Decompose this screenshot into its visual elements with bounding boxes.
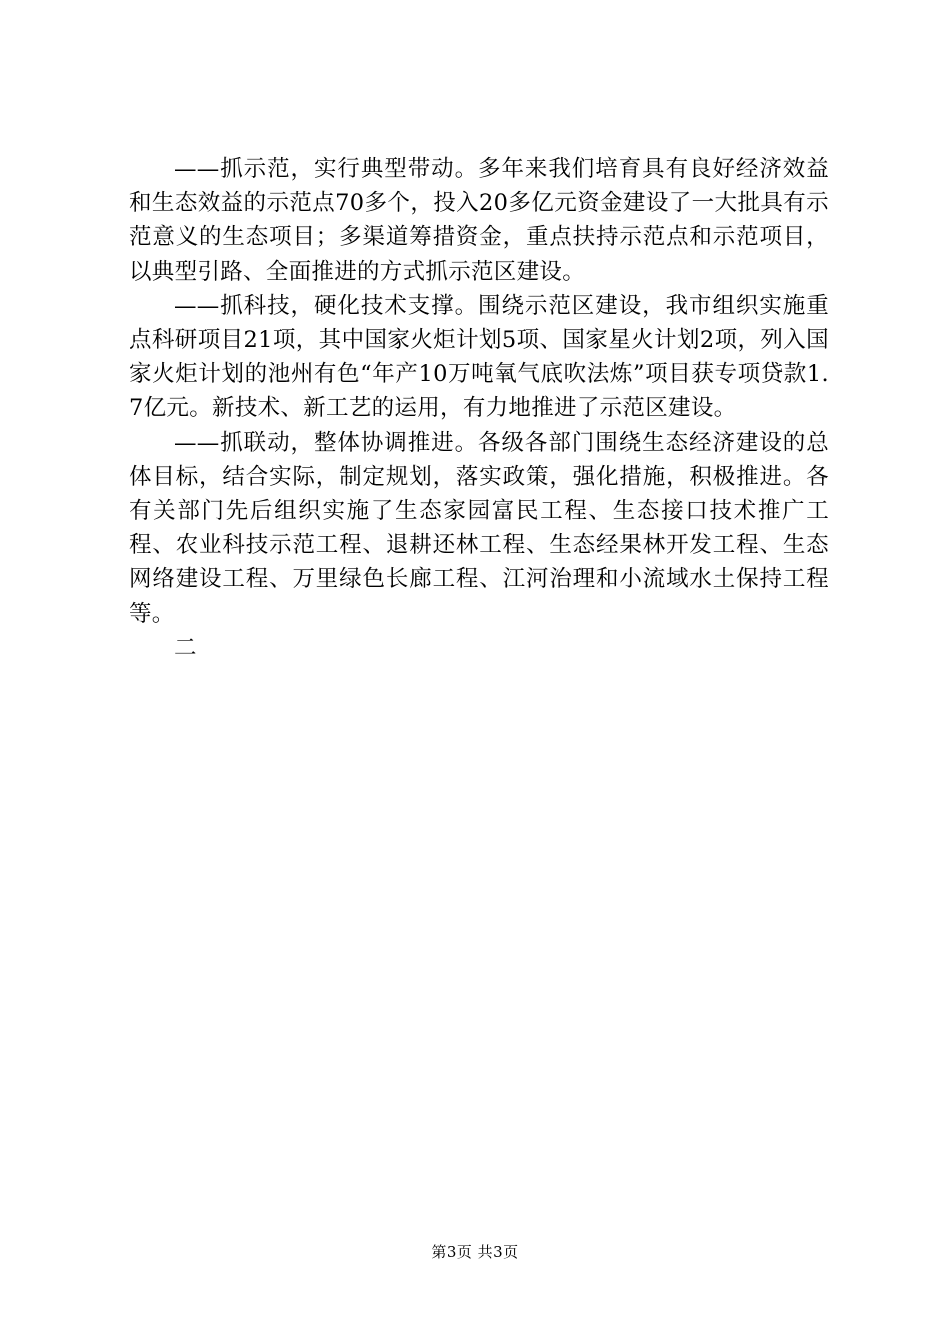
page-footer: 第3页 共3页	[431, 1243, 519, 1261]
paragraph-coordination: ——抓联动，整体协调推进。各级各部门围绕生态经济建设的总体目标，结合实际，制定规划，落实政策，强化措施，积极推进。各有关部门先后组织实施了生态家园富民工程、生态接口技术推广工程、农业科技示范工程、退耕还林工程、生态经果林开发工程、生态网络建设工程、万里绿色长廊工程、江河治理和小流域水土保持工程等。	[129, 429, 829, 627]
paragraph-section-two: 二	[174, 634, 197, 661]
paragraph-technology: ——抓科技，硬化技术支撑。围绕示范区建设，我市组织实施重点科研项目21项，其中国家火炬计划5项、国家星火计划2项，列入国家火炬计划的池州有色“年产10万吨氧气底吹法炼”项目获专项贷款1.7亿元。新技术、新工艺的运用，有力地推进了示范区建设。	[129, 292, 829, 422]
document-body	[129, 152, 829, 665]
paragraph-demonstration: ——抓示范，实行典型带动。多年来我们培育具有良好经济效益和生态效益的示范点70多个，投入20多亿元资金建设了一大批具有示范意义的生态项目；多渠道筹措资金，重点扶持示范点和示范项目，以典型引路、全面推进的方式抓示范区建设。	[129, 156, 829, 285]
